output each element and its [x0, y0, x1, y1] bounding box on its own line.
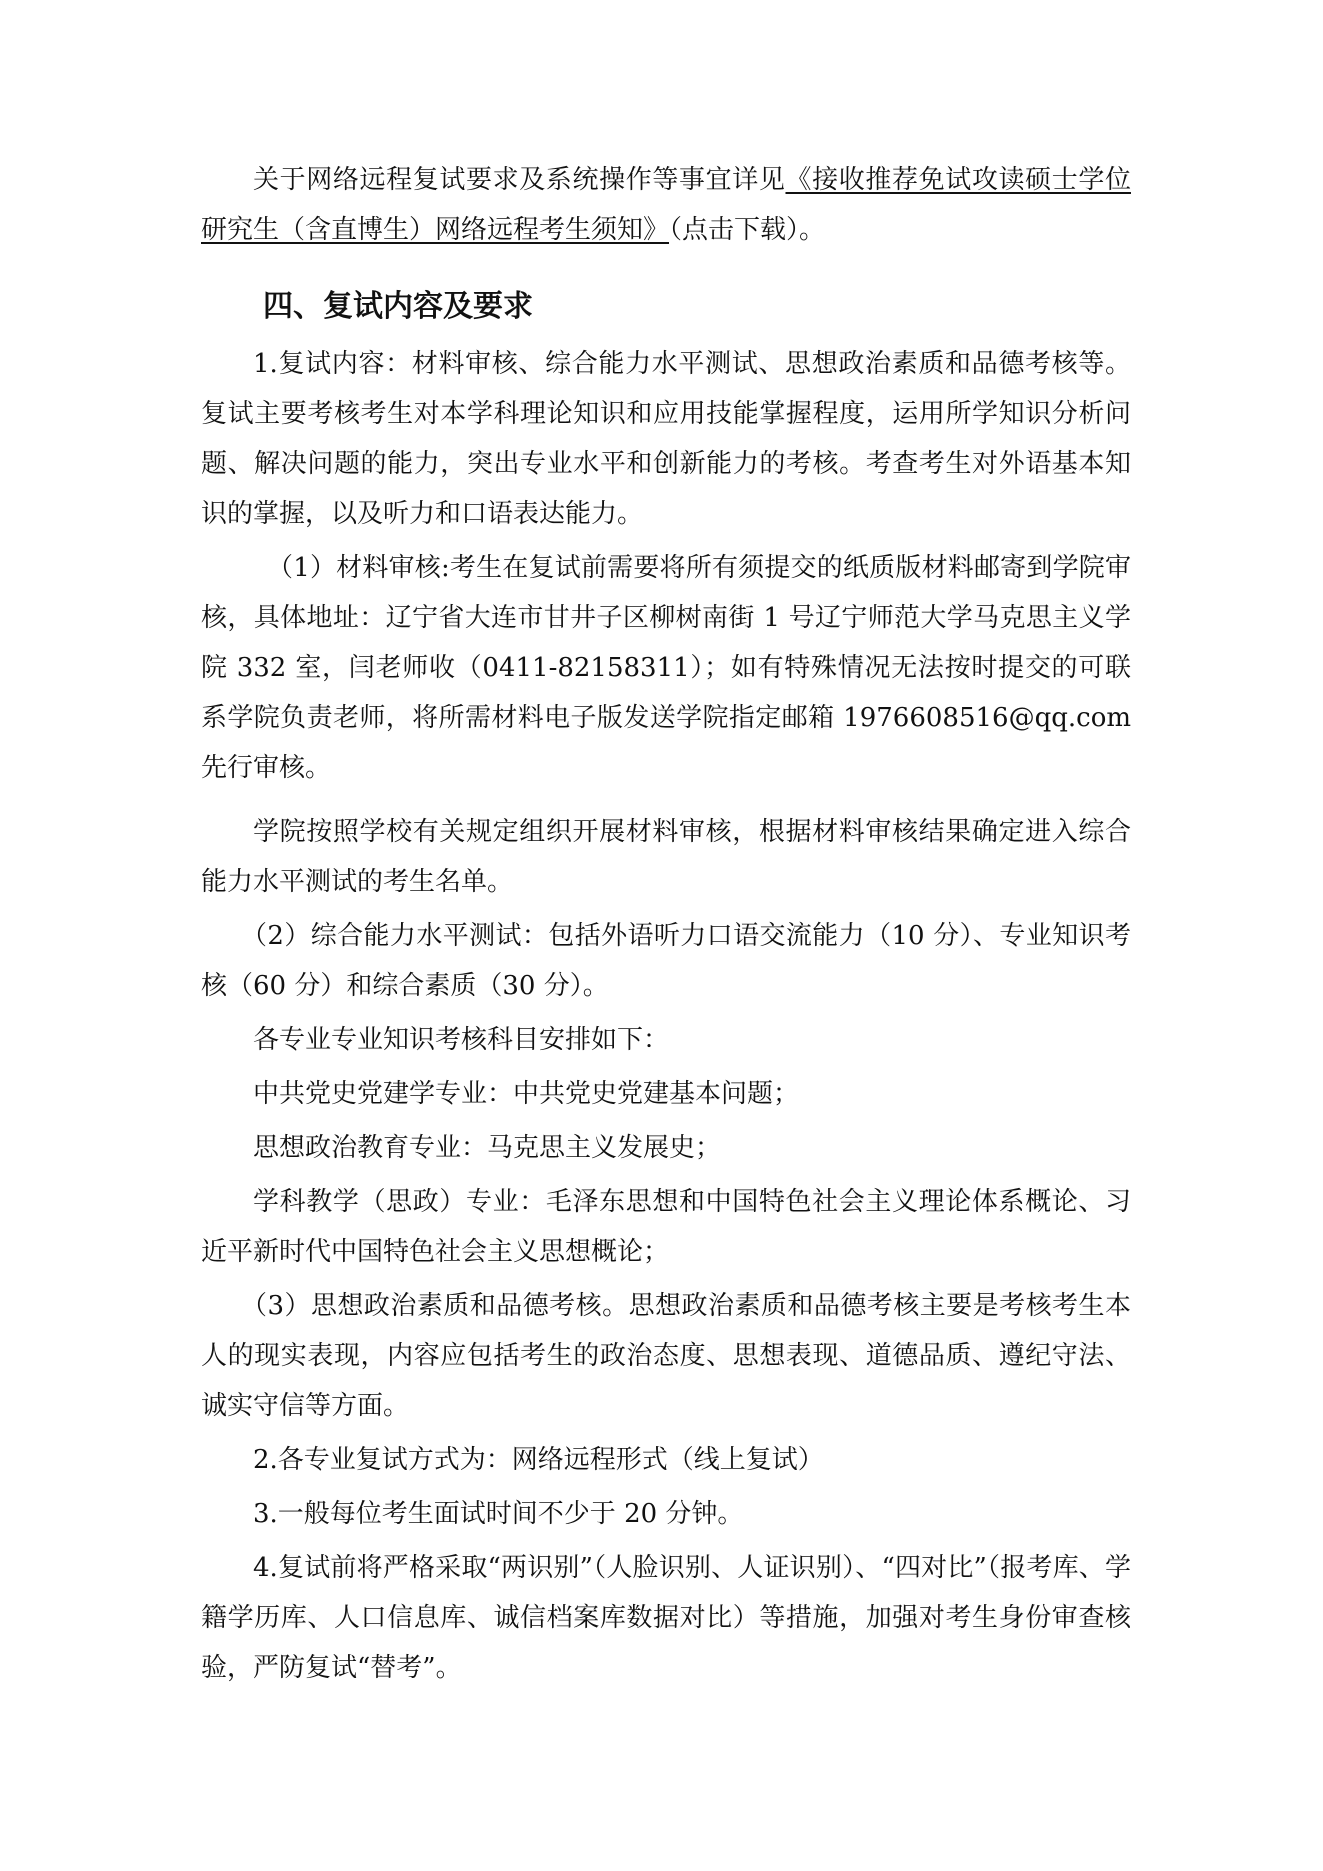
item-1-paragraph: 1.复试内容：材料审核、综合能力水平测试、思想政治素质和品德考核等。复试主要考核考生对本学科理论知识和应用技能掌握程度，运用所学知识分析问题、解决问题的能力，突出专业水平和创新能力的考核。考查考生对外语基本知识的掌握，以及听力和口语表达能力。 — [201, 349, 1131, 529]
document-body — [201, 155, 1131, 1693]
intro-text: 关于网络远程复试要求及系统操作等事宜详见 — [253, 165, 786, 195]
item-1-sub-1-paragraph: （1）材料审核:考生在复试前需要将所有须提交的纸质版材料邮寄到学院审核，具体地址：辽宁省大连市甘井子区柳树南街 1 号辽宁师范大学马克思主义学院 332 室，闫老师收（0411-82158311）；如有特殊情况无法按时提交的可联系学院负责老师，将所需材料电子版发送学院指定邮箱 1976608516@qq.com 先行审核。 — [201, 553, 1131, 783]
subject-item-ideological-education: 思想政治教育专业：马克思主义发展史； — [253, 1133, 722, 1163]
notice-download-link[interactable]: 《接收推荐免试攻读硕士学位研究生（含直博生）网络远程考生须知》 — [201, 165, 1131, 245]
item-2-paragraph: 2.各专业复试方式为：网络远程形式（线上复试） — [253, 1445, 824, 1475]
item-1-sub-1-note: 学院按照学校有关规定组织开展材料审核，根据材料审核结果确定进入综合能力水平测试的考生名单。 — [201, 817, 1131, 897]
intro-suffix: （点击下载）。 — [669, 215, 826, 245]
subject-item-party-history: 中共党史党建学专业：中共党史党建基本问题； — [253, 1079, 800, 1109]
subject-item-subject-teaching: 学科教学（思政）专业：毛泽东思想和中国特色社会主义理论体系概论、习近平新时代中国特色社会主义思想概论； — [201, 1187, 1131, 1267]
item-3-paragraph: 3.一般每位考生面试时间不少于 20 分钟。 — [253, 1499, 744, 1529]
item-4-paragraph: 4.复试前将严格采取“两识别”（人脸识别、人证识别）、“四对比”（报考库、学籍学历库、人口信息库、诚信档案库数据对比）等措施，加强对考生身份审查核验，严防复试“替考”。 — [201, 1553, 1131, 1683]
item-1-sub-3-paragraph: （3）思想政治素质和品德考核。思想政治素质和品德考核主要是考核考生本人的现实表现，内容应包括考生的政治态度、思想表现、道德品质、遵纪守法、诚实守信等方面。 — [201, 1291, 1131, 1421]
subjects-intro: 各专业专业知识考核科目安排如下： — [253, 1025, 670, 1055]
intro-paragraph — [201, 155, 1131, 255]
item-1-sub-2-paragraph: （2）综合能力水平测试：包括外语听力口语交流能力（10 分）、专业知识考核（60 分）和综合素质（30 分）。 — [201, 921, 1131, 1001]
section-heading: 四、复试内容及要求 — [263, 289, 533, 324]
